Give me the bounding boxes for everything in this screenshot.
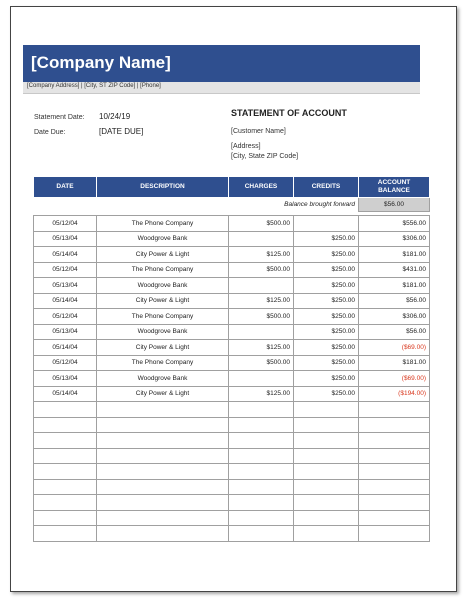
table-row [34,340,430,356]
cell-charges [229,231,294,247]
cell-date: 05/13/04 [34,231,97,247]
cell-credits: $250.00 [294,262,359,278]
empty-table-row [34,448,430,464]
cell-description: Woodgrove Bank [97,371,229,387]
column-header-description: DESCRIPTION [97,177,229,198]
table-row [34,262,430,278]
cell-credits: $250.00 [294,309,359,325]
empty-cell [34,495,97,511]
cell-description: City Power & Light [97,386,229,402]
empty-cell [294,495,359,511]
empty-cell [359,510,430,526]
empty-cell [229,402,294,418]
statement-date-label: Statement Date: [34,114,85,121]
empty-cell [359,433,430,449]
table-row [34,371,430,387]
empty-cell [97,402,229,418]
empty-cell [229,417,294,433]
empty-cell [229,464,294,480]
cell-date: 05/14/04 [34,340,97,356]
empty-table-row [34,433,430,449]
cell-balance: ($69.00) [359,340,430,356]
cell-charges: $500.00 [229,216,294,232]
empty-cell [34,526,97,542]
table-row [34,309,430,325]
empty-cell [34,433,97,449]
empty-cell [294,402,359,418]
statement-date: 10/24/19 [99,112,131,121]
cell-balance: $306.00 [359,231,430,247]
cell-charges [229,371,294,387]
empty-table-row [34,479,430,495]
cell-balance: $181.00 [359,355,430,371]
date-due-label: Date Due: [34,129,66,136]
empty-cell [294,417,359,433]
cell-credits: $250.00 [294,278,359,294]
table-row [34,278,430,294]
cell-charges: $500.00 [229,262,294,278]
table-row [34,293,430,309]
empty-cell [359,479,430,495]
table-row [34,355,430,371]
empty-cell [294,448,359,464]
customer-name: [Customer Name] [231,128,286,135]
company-info-bar [23,82,420,94]
cell-credits: $250.00 [294,247,359,263]
cell-description: The Phone Company [97,216,229,232]
cell-charges: $125.00 [229,247,294,263]
empty-table-row [34,464,430,480]
empty-cell [294,510,359,526]
cell-credits [294,216,359,232]
empty-cell [359,464,430,480]
empty-cell [34,417,97,433]
cell-description: Woodgrove Bank [97,278,229,294]
cell-balance: $181.00 [359,278,430,294]
cell-balance: ($69.00) [359,371,430,387]
empty-cell [294,464,359,480]
column-header-credits: CREDITS [294,177,359,198]
cell-description: Woodgrove Bank [97,231,229,247]
cell-balance: $181.00 [359,247,430,263]
cell-date: 05/14/04 [34,247,97,263]
column-header-charges: CHARGES [229,177,294,198]
cell-date: 05/13/04 [34,278,97,294]
cell-description: The Phone Company [97,262,229,278]
table-row [34,386,430,402]
statement-table [33,176,430,542]
cell-date: 05/12/04 [34,216,97,232]
empty-cell [359,495,430,511]
table-header-row [34,177,430,198]
empty-cell [97,417,229,433]
date-due: [DATE DUE] [99,127,144,136]
empty-cell [97,495,229,511]
cell-balance: $431.00 [359,262,430,278]
empty-cell [97,464,229,480]
cell-credits: $250.00 [294,231,359,247]
empty-cell [229,433,294,449]
cell-charges: $500.00 [229,355,294,371]
column-header-date: DATE [34,177,97,198]
column-header-account-balance: ACCOUNT BALANCE [359,177,430,198]
empty-cell [97,510,229,526]
cell-charges: $125.00 [229,293,294,309]
empty-table-row [34,495,430,511]
empty-cell [359,402,430,418]
empty-cell [34,448,97,464]
balance-forward-row [34,198,430,212]
empty-cell [294,433,359,449]
cell-date: 05/12/04 [34,355,97,371]
cell-description: The Phone Company [97,309,229,325]
cell-charges [229,278,294,294]
empty-cell [34,464,97,480]
balance-forward-label: Balance brought forward [284,201,355,209]
empty-cell [229,495,294,511]
empty-table-row [34,402,430,418]
empty-table-row [34,417,430,433]
cell-description: City Power & Light [97,340,229,356]
balance-forward-value: $56.00 [359,198,430,212]
empty-cell [294,479,359,495]
cell-date: 05/13/04 [34,324,97,340]
cell-balance: $56.00 [359,293,430,309]
cell-credits: $250.00 [294,324,359,340]
cell-credits: $250.00 [294,293,359,309]
cell-balance: ($194.00) [359,386,430,402]
cell-description: Woodgrove Bank [97,324,229,340]
empty-cell [359,417,430,433]
empty-cell [294,526,359,542]
cell-description: City Power & Light [97,247,229,263]
cell-date: 05/13/04 [34,371,97,387]
empty-cell [97,479,229,495]
customer-address: [Address] [231,143,261,150]
cell-balance: $306.00 [359,309,430,325]
empty-cell [97,433,229,449]
empty-cell [229,479,294,495]
cell-date: 05/12/04 [34,309,97,325]
cell-date: 05/12/04 [34,262,97,278]
empty-cell [97,526,229,542]
table-row [34,247,430,263]
empty-table-row [34,526,430,542]
empty-cell [229,448,294,464]
cell-description: The Phone Company [97,355,229,371]
table-row [34,231,430,247]
cell-charges: $125.00 [229,340,294,356]
company-name: [Company Name] [31,53,171,72]
cell-credits: $250.00 [294,371,359,387]
empty-cell [34,402,97,418]
empty-cell [34,510,97,526]
cell-charges: $500.00 [229,309,294,325]
empty-cell [34,479,97,495]
empty-cell [359,448,430,464]
cell-date: 05/14/04 [34,293,97,309]
cell-description: City Power & Light [97,293,229,309]
customer-city-state-zip: [City, State ZIP Code] [231,153,299,160]
cell-balance: $556.00 [359,216,430,232]
empty-table-row [34,510,430,526]
cell-credits: $250.00 [294,355,359,371]
cell-date: 05/14/04 [34,386,97,402]
empty-cell [229,526,294,542]
empty-cell [97,448,229,464]
table-row [34,324,430,340]
cell-balance: $56.00 [359,324,430,340]
cell-charges [229,324,294,340]
table-row [34,216,430,232]
company-banner [23,45,420,82]
cell-charges: $125.00 [229,386,294,402]
empty-cell [359,526,430,542]
cell-credits: $250.00 [294,340,359,356]
statement-title: STATEMENT OF ACCOUNT [231,108,347,118]
cell-credits: $250.00 [294,386,359,402]
empty-cell [229,510,294,526]
company-info: [Company Address] | [City, ST ZIP Code] | [Phone] [27,83,161,89]
